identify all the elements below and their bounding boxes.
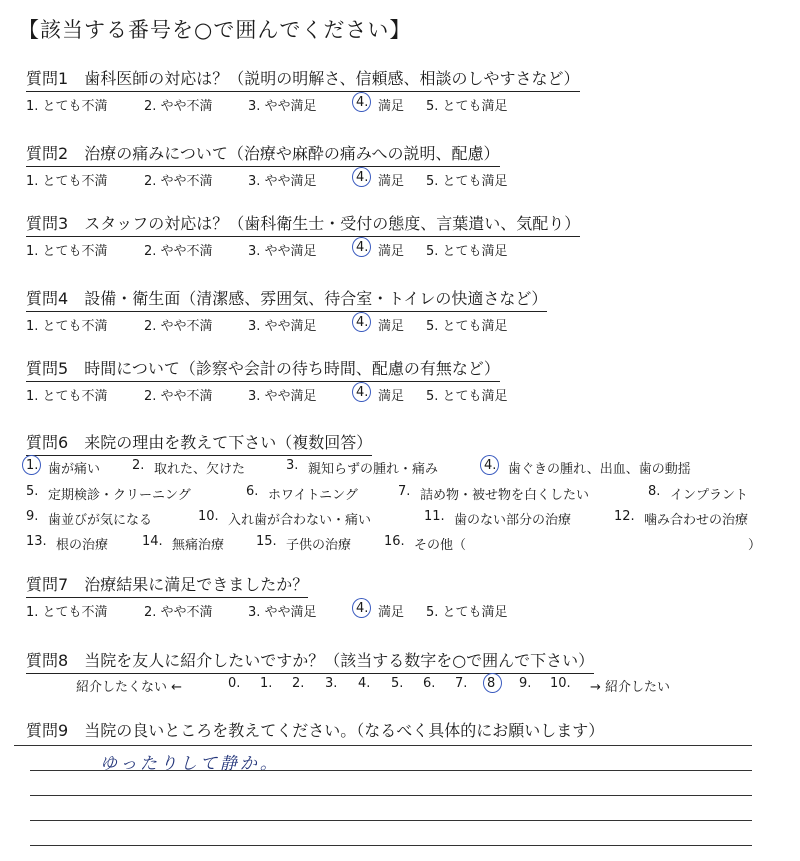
question-4: [26, 286, 547, 312]
question-1-heading: [26, 66, 580, 92]
question-5-label: 質問5: [26, 359, 69, 378]
question-2-heading: [26, 141, 500, 167]
option-5[interactable]: 5. とても満足: [426, 244, 508, 259]
reason-1-text: 歯が痛い: [48, 462, 101, 477]
reason-10-text: 入れ歯が合わない・痛い: [228, 513, 372, 528]
option-1[interactable]: 1. とても不満: [26, 99, 108, 114]
scale-0[interactable]: 0.: [228, 676, 241, 691]
answer-line: [30, 845, 752, 846]
option-5[interactable]: 5. とても満足: [426, 605, 508, 620]
option-4-label: 満足: [378, 389, 405, 404]
question-1-options: [26, 95, 508, 114]
answer-line: [14, 745, 752, 746]
option-4-selected[interactable]: 4.: [356, 385, 369, 400]
reason-15-number[interactable]: 15.: [256, 534, 277, 549]
reason-14-number[interactable]: 14.: [142, 534, 163, 549]
question-9-text: 当院の良いところを教えてください。（なるべく具体的にお願いします）: [84, 721, 605, 740]
reason-2-text: 取れた、欠けた: [154, 462, 246, 477]
reason-4-number[interactable]: 4.: [484, 458, 497, 473]
option-1[interactable]: 1. とても不満: [26, 319, 108, 334]
reason-3-number[interactable]: 3.: [286, 458, 299, 473]
option-5[interactable]: 5. とても満足: [426, 389, 508, 404]
answer-line: [30, 795, 752, 796]
option-4-selected[interactable]: 4.: [356, 240, 369, 255]
question-7-heading: [26, 572, 308, 598]
question-6-label: 質問6: [26, 433, 69, 452]
question-8: [26, 648, 594, 674]
question-1-label: 質問1: [26, 69, 69, 88]
reason-5-number[interactable]: 5.: [26, 484, 39, 499]
option-4-selected[interactable]: 4.: [356, 170, 369, 185]
scale-left-label: 紹介したくない ←: [76, 680, 183, 695]
option-1[interactable]: 1. とても不満: [26, 174, 108, 189]
scale-9[interactable]: 9.: [519, 676, 532, 691]
scale-6[interactable]: 6.: [423, 676, 436, 691]
question-9: [26, 718, 604, 741]
reason-7-number[interactable]: 7.: [398, 484, 411, 499]
option-1[interactable]: 1. とても不満: [26, 605, 108, 620]
option-3[interactable]: 3. やや満足: [248, 174, 317, 189]
option-3[interactable]: 3. やや満足: [248, 99, 317, 114]
option-3[interactable]: 3. やや満足: [248, 319, 317, 334]
question-5: [26, 356, 500, 382]
question-4-text: 設備・衛生面（清潔感、雰囲気、待合室・トイレの快適さなど）: [84, 289, 548, 308]
question-7-text: 治療結果に満足できましたか？: [84, 575, 309, 594]
reason-13-text: 根の治療: [56, 538, 109, 553]
reason-15-text: 子供の治療: [286, 538, 352, 553]
reason-8-number[interactable]: 8.: [648, 484, 661, 499]
question-8-text: 当院を友人に紹介したいですか？（該当する数字を○で囲んで下さい）: [84, 651, 595, 670]
page-title: 【該当する番号を○で囲んでください】: [18, 18, 412, 42]
reason-14-text: 無痛治療: [172, 538, 225, 553]
question-4-heading: [26, 286, 547, 312]
reason-8-text: インプラント: [670, 488, 749, 503]
question-4-options: [26, 315, 508, 334]
option-5[interactable]: 5. とても満足: [426, 174, 508, 189]
handwritten-answer[interactable]: ゆったりして静か。: [100, 754, 280, 774]
reason-16-text: その他（: [414, 538, 467, 553]
scale-5[interactable]: 5.: [391, 676, 404, 691]
scale-7[interactable]: 7.: [455, 676, 468, 691]
question-9-heading: [26, 721, 604, 740]
question-5-options: [26, 385, 508, 404]
option-2[interactable]: 2. やや不満: [144, 319, 213, 334]
option-4-label: 満足: [378, 244, 405, 259]
question-5-heading: [26, 356, 500, 382]
option-2[interactable]: 2. やや不満: [144, 605, 213, 620]
option-5[interactable]: 5. とても満足: [426, 319, 508, 334]
option-4-selected[interactable]: 4.: [356, 315, 369, 330]
question-5-text: 時間について（診察や会計の待ち時間、配慮の有無など）: [84, 359, 500, 378]
reason-12-text: 噛み合わせの治療: [644, 513, 749, 528]
reason-11-text: 歯のない部分の治療: [454, 513, 572, 528]
question-3-label: 質問3: [26, 214, 69, 233]
reason-10-number[interactable]: 10.: [198, 509, 219, 524]
reason-1-number[interactable]: 1.: [26, 458, 39, 473]
question-3-heading: [26, 211, 580, 237]
question-3-options: [26, 240, 508, 259]
question-2: [26, 141, 500, 167]
reason-9-text: 歯並びが気になる: [48, 513, 153, 528]
option-1[interactable]: 1. とても不満: [26, 389, 108, 404]
scale-right-label: → 紹介したい: [590, 680, 671, 695]
question-2-label: 質問2: [26, 144, 69, 163]
option-2[interactable]: 2. やや不満: [144, 99, 213, 114]
option-1[interactable]: 1. とても不満: [26, 244, 108, 259]
option-4-selected[interactable]: 4.: [356, 95, 369, 110]
answer-line: [30, 770, 752, 771]
question-3: [26, 211, 580, 237]
reason-9-number[interactable]: 9.: [26, 509, 39, 524]
reason-12-number[interactable]: 12.: [614, 509, 635, 524]
question-7: [26, 572, 308, 598]
option-3[interactable]: 3. やや満足: [248, 244, 317, 259]
option-2[interactable]: 2. やや不満: [144, 244, 213, 259]
option-2[interactable]: 2. やや不満: [144, 389, 213, 404]
reason-16-close: ）: [748, 538, 762, 553]
scale-3[interactable]: 3.: [325, 676, 338, 691]
reason-13-number[interactable]: 13.: [26, 534, 47, 549]
question-1-text: 歯科医師の対応は？（説明の明解さ、信頼感、相談のしやすさなど）: [84, 69, 580, 88]
question-6-text: 来院の理由を教えて下さい（複数回答）: [84, 433, 373, 452]
answer-line: [30, 820, 752, 821]
question-7-options: [26, 601, 508, 620]
scale-10[interactable]: 10.: [550, 676, 571, 691]
question-6-heading: [26, 430, 372, 456]
question-2-text: 治療の痛みについて（治療や麻酔の痛みへの説明、配慮）: [84, 144, 500, 163]
question-8-heading: [26, 648, 594, 674]
option-4-label: 満足: [378, 605, 405, 620]
question-3-text: スタッフの対応は？（歯科衛生士・受付の態度、言葉遣い、気配り）: [84, 214, 581, 233]
scale-4[interactable]: 4.: [358, 676, 371, 691]
question-8-label: 質問8: [26, 651, 69, 670]
scale-1[interactable]: 1.: [260, 676, 273, 691]
reason-6-text: ホワイトニング: [268, 488, 358, 503]
reason-16-number[interactable]: 16.: [384, 534, 405, 549]
option-4-label: 満足: [378, 174, 405, 189]
reason-7-text: 詰め物・被せ物を白くしたい: [420, 488, 590, 503]
reason-4-text: 歯ぐきの腫れ、出血、歯の動揺: [508, 462, 691, 477]
reason-5-text: 定期検診・クリーニング: [48, 488, 191, 503]
option-3[interactable]: 3. やや満足: [248, 389, 317, 404]
question-1: [26, 66, 580, 92]
option-5[interactable]: 5. とても満足: [426, 99, 508, 114]
question-7-label: 質問7: [26, 575, 69, 594]
option-3[interactable]: 3. やや満足: [248, 605, 317, 620]
scale-2[interactable]: 2.: [292, 676, 305, 691]
option-4-selected[interactable]: 4.: [356, 601, 369, 616]
option-2[interactable]: 2. やや不満: [144, 174, 213, 189]
scale-8-selected[interactable]: 8: [487, 676, 496, 691]
reason-6-number[interactable]: 6.: [246, 484, 259, 499]
question-4-label: 質問4: [26, 289, 69, 308]
reason-11-number[interactable]: 11.: [424, 509, 445, 524]
question-2-options: [26, 170, 508, 189]
question-6: [26, 430, 372, 456]
reason-3-text: 親知らずの腫れ・痛み: [308, 462, 439, 477]
question-9-label: 質問9: [26, 721, 69, 740]
option-4-label: 満足: [378, 319, 405, 334]
option-4-label: 満足: [378, 99, 405, 114]
reason-2-number[interactable]: 2.: [132, 458, 145, 473]
